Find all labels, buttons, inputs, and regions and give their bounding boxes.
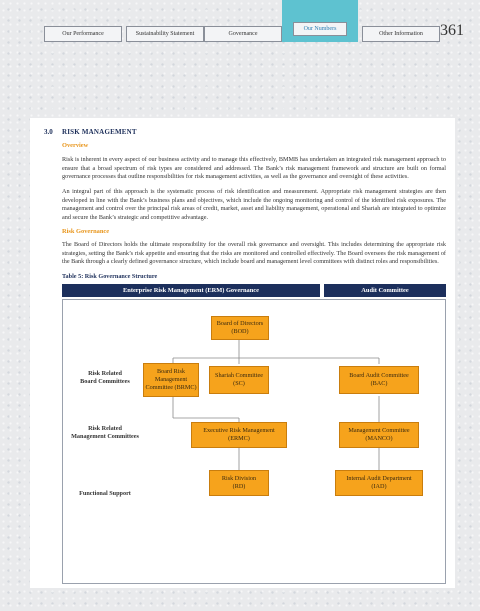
- ermc-line-1: Executive Risk Management: [203, 427, 275, 434]
- top-navigation: [0, 0, 480, 120]
- overview-paragraph-1: Risk is inherent in every aspect of our business activity and to manage this effectively, BMMB has undertaken an integrated risk management approach to ensure that a broad spectrum of risk types are considered and addressed. The Bank’s risk management framework and structure are built on formal governance processes that outline responsibilities for risk management activities, as well as the governance and oversight of these activities.: [62, 156, 446, 181]
- box-ermc: [191, 422, 287, 448]
- box-board-of-directors: [211, 316, 269, 340]
- row-label-board-committees: [69, 370, 141, 386]
- tab-other-information[interactable]: Other Information: [362, 26, 440, 42]
- box-brmc: [143, 363, 199, 397]
- box-manco: [339, 422, 419, 448]
- overview-heading: Overview: [62, 142, 89, 149]
- governance-structure-chart: [62, 299, 446, 584]
- manco-line-1: Management Committee: [348, 427, 410, 434]
- audit-committee-header: Audit Committee: [324, 284, 446, 297]
- tab-our-numbers-label: Our Numbers: [293, 22, 348, 36]
- bac-line-1: Board Audit Committee: [349, 372, 409, 379]
- tab-sustainability-statement[interactable]: Sustainability Statement: [126, 26, 204, 42]
- brmc-line-3: Committee (BRMC): [145, 384, 197, 391]
- manco-line-2: (MANCO): [365, 435, 393, 442]
- page-number: 361: [440, 22, 464, 39]
- iad-line-1: Internal Audit Department: [346, 475, 412, 482]
- row-label-management-committees: [65, 425, 145, 441]
- brmc-line-1: Board Risk: [156, 368, 185, 375]
- bod-line-1: Board of Directors: [216, 320, 264, 327]
- row-label-mgmt-1: Risk Related: [88, 425, 122, 432]
- box-board-audit-committee: [339, 366, 419, 394]
- overview-paragraph-2: An integral part of this approach is the systematic process of risk identification and measurement. Appropriate risk management strategies are then developed in line with the Bank’s business plans and objectives, which include the ongoing monitoring and control of the identified risk exposures. The management and control over the principal risk areas of credit, market, asset and liability management, operational and Shariah are integrated to optimize and secure the Bank’s strategic and competitive advantage.: [62, 188, 446, 221]
- box-shariah-committee: [209, 366, 269, 394]
- sc-line-2: (SC): [233, 380, 245, 387]
- table-title: Table 5: Risk Governance Structure: [62, 273, 158, 280]
- row-label-functional: Functional Support: [79, 490, 131, 497]
- row-label-mgmt-2: Management Committees: [71, 433, 139, 440]
- row-label-board-1: Risk Related: [88, 370, 122, 377]
- bod-line-2: (BOD): [231, 328, 249, 335]
- section-number: 3.0: [44, 128, 53, 136]
- iad-line-2: (IAD): [371, 483, 387, 490]
- erm-governance-header: Enterprise Risk Management (ERM) Governance: [62, 284, 320, 297]
- rd-line-1: Risk Division: [221, 475, 257, 482]
- row-label-board-2: Board Committees: [80, 378, 130, 385]
- bac-line-2: (BAC): [370, 380, 388, 387]
- brmc-line-2: Management: [154, 376, 188, 383]
- section-title: RISK MANAGEMENT: [62, 128, 137, 136]
- tab-our-performance[interactable]: Our Performance: [44, 26, 122, 42]
- tab-our-numbers[interactable]: [282, 0, 358, 42]
- risk-governance-heading: Risk Governance: [62, 228, 110, 235]
- row-label-functional-support: [69, 490, 141, 498]
- sc-line-1: Shariah Committee: [215, 372, 263, 379]
- governance-paragraph: The Board of Directors holds the ultimate responsibility for the overall risk governance and oversight. This includes determining the appropriate risk strategies, setting the Bank’s risk appetite and ensuring that the risks are monitored and controlled effectively. The Board oversees the risk management of the Bank through a clearly defined governance structure, which include board and management level committees with distinct roles and responsibilities.: [62, 241, 446, 266]
- content-page: [30, 118, 455, 588]
- box-risk-division: [209, 470, 269, 496]
- ermc-line-2: (ERMC): [228, 435, 250, 442]
- box-internal-audit-department: [335, 470, 423, 496]
- tab-governance[interactable]: Governance: [204, 26, 282, 42]
- rd-line-2: (RD): [232, 483, 246, 490]
